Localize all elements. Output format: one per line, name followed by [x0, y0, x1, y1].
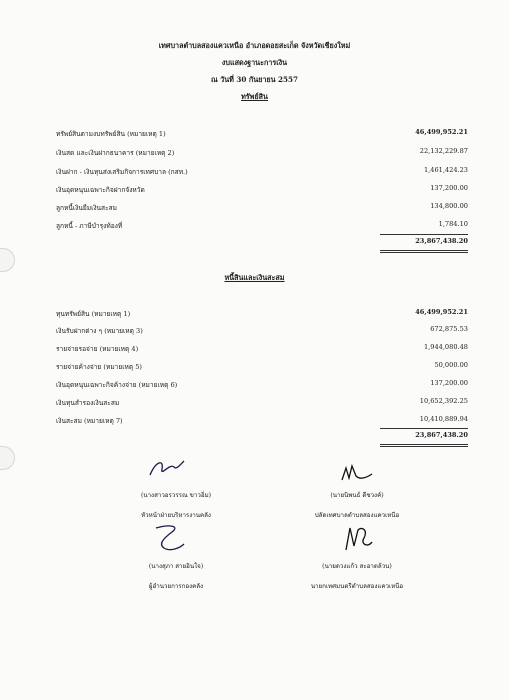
liability-value: 1,944,080.48	[423, 343, 468, 351]
liability-label: เงินรับฝากต่าง ๆ (หมายเหตุ 3)	[56, 327, 143, 335]
asset-row	[56, 202, 468, 213]
liability-row	[56, 397, 468, 408]
double-rule	[380, 446, 468, 447]
assets-total-row	[56, 237, 468, 248]
signature-mark	[150, 522, 190, 556]
liability-value: 672,875.53	[430, 325, 468, 333]
liability-value: 10,652,392.25	[419, 397, 468, 405]
liability-label: เงินสะสม (หมายเหตุ 7)	[56, 417, 123, 425]
liability-value: 50,000.00	[434, 361, 468, 369]
signature-block	[277, 490, 437, 520]
signature-mark	[340, 522, 376, 556]
asset-label: ลูกหนี้ - ภาษีบำรุงท้องที่	[56, 222, 123, 230]
liability-row	[56, 415, 468, 426]
total-rule	[380, 234, 468, 235]
signer-title: นายกเทศมนตรีตำบลสองแควเหนือ	[310, 583, 404, 590]
asset-value: 1,461,424.23	[423, 166, 468, 174]
signer-name: (นายนิพนธ์ ดีชวงค์)	[330, 492, 384, 499]
asset-value: 22,132,229.87	[419, 147, 468, 155]
asset-label: เงินฝาก - เงินทุนส่งเสริมกิจการเทศบาล (กสท.)	[56, 168, 188, 176]
liability-row	[56, 325, 468, 336]
liability-row	[56, 308, 468, 319]
asset-row	[56, 220, 468, 231]
signature-block	[96, 490, 256, 520]
signer-title: หัวหน้าฝ่ายบริหารงานคลัง	[141, 512, 211, 519]
liabilities-total-row	[56, 431, 468, 442]
asset-value: 46,499,952.21	[415, 128, 468, 136]
liability-value: 10,410,889.94	[419, 415, 468, 423]
assets-total: 23,867,438.20	[415, 237, 468, 245]
punch-hole	[0, 446, 15, 470]
double-rule	[380, 250, 468, 251]
statement-date: ณ วันที่ 30 กันยายน 2557	[210, 75, 298, 84]
signer-name: (นายดวงแก้ว สะอาดล้วน)	[322, 563, 392, 570]
total-rule	[380, 428, 468, 429]
asset-label: ลูกหนี้เงินยืมเงินสะสม	[56, 204, 117, 212]
liabilities-heading: หนี้สินและเงินสะสม	[224, 273, 285, 282]
signature-block	[277, 561, 437, 591]
double-rule	[380, 252, 468, 253]
liability-label: เงินทุนสำรองเงินสะสม	[56, 399, 120, 407]
asset-label: ทรัพย์สินตามงบทรัพย์สิน (หมายเหตุ 1)	[56, 130, 166, 138]
punch-hole	[0, 248, 15, 272]
double-rule	[380, 444, 468, 445]
liabilities-total: 23,867,438.20	[415, 431, 468, 439]
liability-row	[56, 379, 468, 390]
signer-name: (นางสาวอรวรรณ ขาวอิ่ม)	[140, 492, 212, 499]
liability-label: รายจ่ายรอจ่าย (หมายเหตุ 4)	[56, 345, 139, 353]
signer-title: ปลัดเทศบาลตำบลสองแควเหนือ	[314, 512, 400, 519]
liability-row	[56, 361, 468, 372]
signer-name: (นางสุภา สายอินใจ)	[148, 563, 204, 570]
asset-value: 1,784.10	[438, 220, 468, 228]
liability-label: รายจ่ายค้างจ่าย (หมายเหตุ 5)	[56, 363, 142, 371]
signer-title: ผู้อำนวยการกองคลัง	[148, 583, 204, 590]
liability-value: 46,499,952.21	[415, 308, 468, 316]
signature-mark	[338, 462, 376, 486]
asset-value: 137,200.00	[430, 184, 468, 192]
asset-label: เงินอุดหนุนเฉพาะกิจฝากจังหวัด	[56, 186, 145, 194]
asset-row	[56, 166, 468, 177]
org-title: เทศบาลตำบลสองแควเหนือ อำเภอดอยสะเก็ด จังหวัดเชียงใหม่	[158, 41, 351, 50]
liability-row	[56, 343, 468, 354]
signature-mark	[146, 455, 186, 481]
asset-row	[56, 147, 468, 158]
liability-label: เงินอุดหนุนเฉพาะกิจค้างจ่าย (หมายเหตุ 6)	[56, 381, 178, 389]
assets-heading: ทรัพย์สิน	[241, 92, 268, 101]
liability-value: 137,200.00	[430, 379, 468, 387]
asset-label: เงินสด และเงินฝากธนาคาร (หมายเหตุ 2)	[56, 149, 175, 157]
asset-value: 134,800.00	[430, 202, 468, 210]
statement-title: งบแสดงฐานะการเงิน	[221, 58, 288, 67]
asset-row	[56, 184, 468, 195]
liability-label: ทุนทรัพย์สิน (หมายเหตุ 1)	[56, 310, 131, 318]
signature-block	[96, 561, 256, 591]
asset-row	[56, 128, 468, 139]
